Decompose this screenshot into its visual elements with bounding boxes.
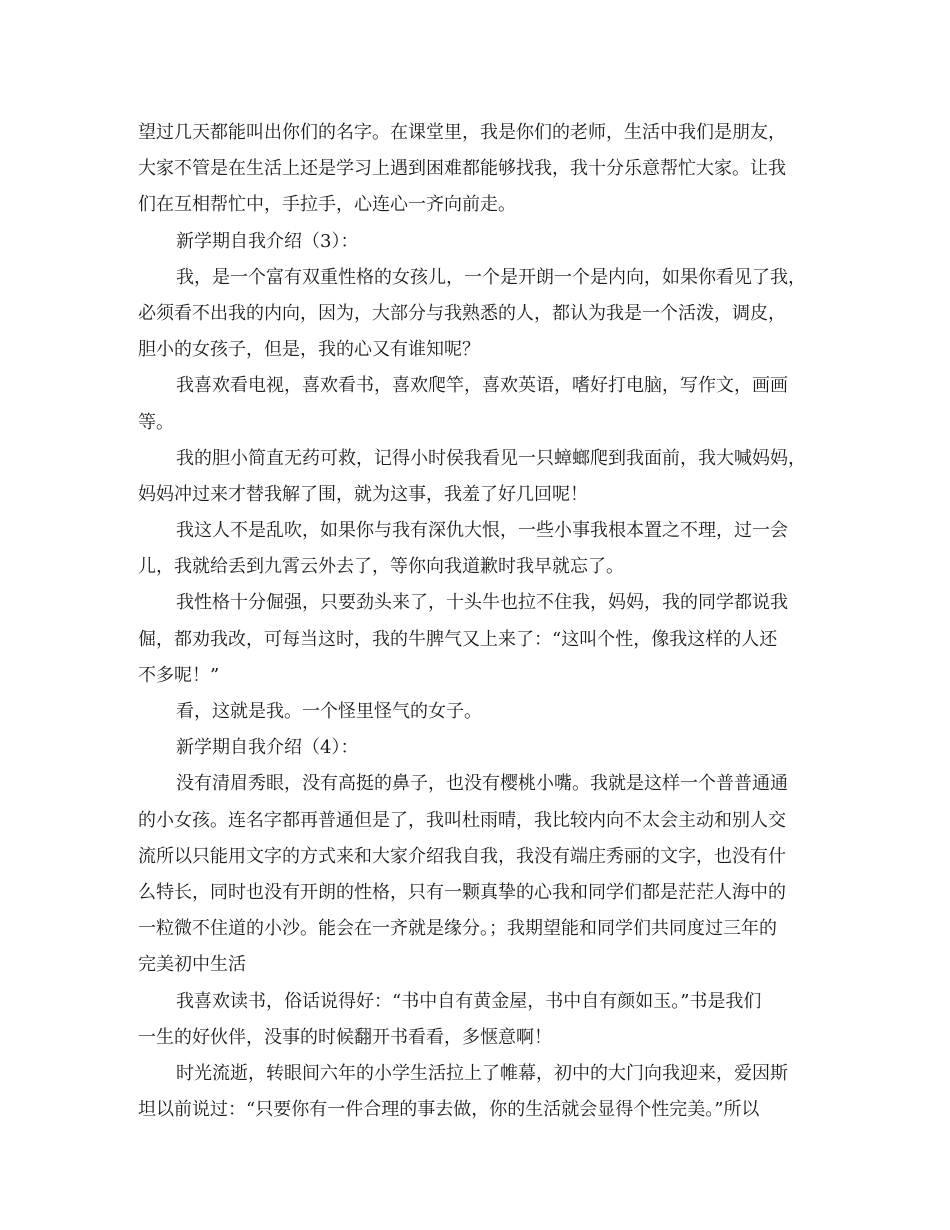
text-line: 我喜欢读书，俗话说得好：“书中自有黄金屋，书中自有颜如玉。”书是我们 <box>176 990 762 1012</box>
text-line: 完美初中生活 <box>138 954 246 976</box>
text-line: 我性格十分倔强，只要劲头来了，十头牛也拉不住我，妈妈，我的同学都说我 <box>176 592 788 614</box>
text-line: 们在互相帮忙中，手拉手，心连心一齐向前走。 <box>138 194 516 216</box>
text-line: 时光流逝，转眼间六年的小学生活拉上了帷幕，初中的大门向我迎来，爱因斯 <box>176 1062 788 1084</box>
text-line: 我，是一个富有双重性格的女孩儿，一个是开朗一个是内向，如果你看见了我， <box>176 266 806 288</box>
text-line: 新学期自我介绍（4）： <box>176 737 359 759</box>
text-line: 流所以只能用文字的方式来和大家介绍我自我，我没有端庄秀丽的文字，也没有什 <box>138 845 786 867</box>
text-line: 我的胆小简直无药可救，记得小时侯我看见一只蟑螂爬到我面前，我大喊妈妈， <box>176 447 806 469</box>
text-line: 倔，都劝我改，可每当这时，我的牛脾气又上来了：“这叫个性，像我这样的人还 <box>138 628 778 650</box>
text-line: 大家不管是在生活上还是学习上遇到困难都能够找我，我十分乐意帮忙大家。让我 <box>138 158 786 180</box>
text-line: 坦以前说过：“只要你有一件合理的事去做，你的生活就会显得个性完美。”所以 <box>138 1099 760 1121</box>
text-line: 妈妈冲过来才替我解了围，就为这事，我羞了好几回呢！ <box>138 483 588 505</box>
text-line: 儿，我就给丢到九霄云外去了，等你向我道歉时我早就忘了。 <box>138 556 624 578</box>
text-line: 我喜欢看电视，喜欢看书，喜欢爬竿，喜欢英语，嗜好打电脑，写作文，画画 <box>176 375 788 397</box>
text-line: 等。 <box>138 411 174 433</box>
document-body <box>138 115 818 1128</box>
text-line: 新学期自我介绍（3）： <box>176 230 359 252</box>
text-line: 不多呢！” <box>138 664 220 686</box>
text-line: 的小女孩。连名字都再普通但是了，我叫杜雨晴，我比较内向不太会主动和别人交 <box>138 809 786 831</box>
text-line: 么特长，同时也没有开朗的性格，只有一颗真挚的心我和同学们都是茫茫人海中的 <box>138 881 786 903</box>
text-line: 看，这就是我。一个怪里怪气的女子。 <box>176 701 482 722</box>
text-line: 一生的好伙伴，没事的时候翻开书看看，多惬意啊！ <box>138 1026 552 1048</box>
text-line: 我这人不是乱吹，如果你与我有深仇大恨，一些小事我根本置之不理，过一会 <box>176 520 788 542</box>
text-line: 胆小的女孩子，但是，我的心又有谁知呢？ <box>138 339 480 361</box>
text-line: 望过几天都能叫出你们的名字。在课堂里，我是你们的老师，生活中我们是朋友， <box>138 122 786 143</box>
text-line: 没有清眉秀眼，没有高挺的鼻子，也没有樱桃小嘴。我就是这样一个普普通通 <box>176 773 788 795</box>
text-line: 一粒微不住道的小沙。能会在一齐就是缘分。；我期望能和同学们共同度过三年的 <box>138 918 777 940</box>
text-line: 必须看不出我的内向，因为，大部分与我熟悉的人，都认为我是一个活泼，调皮， <box>138 302 786 324</box>
